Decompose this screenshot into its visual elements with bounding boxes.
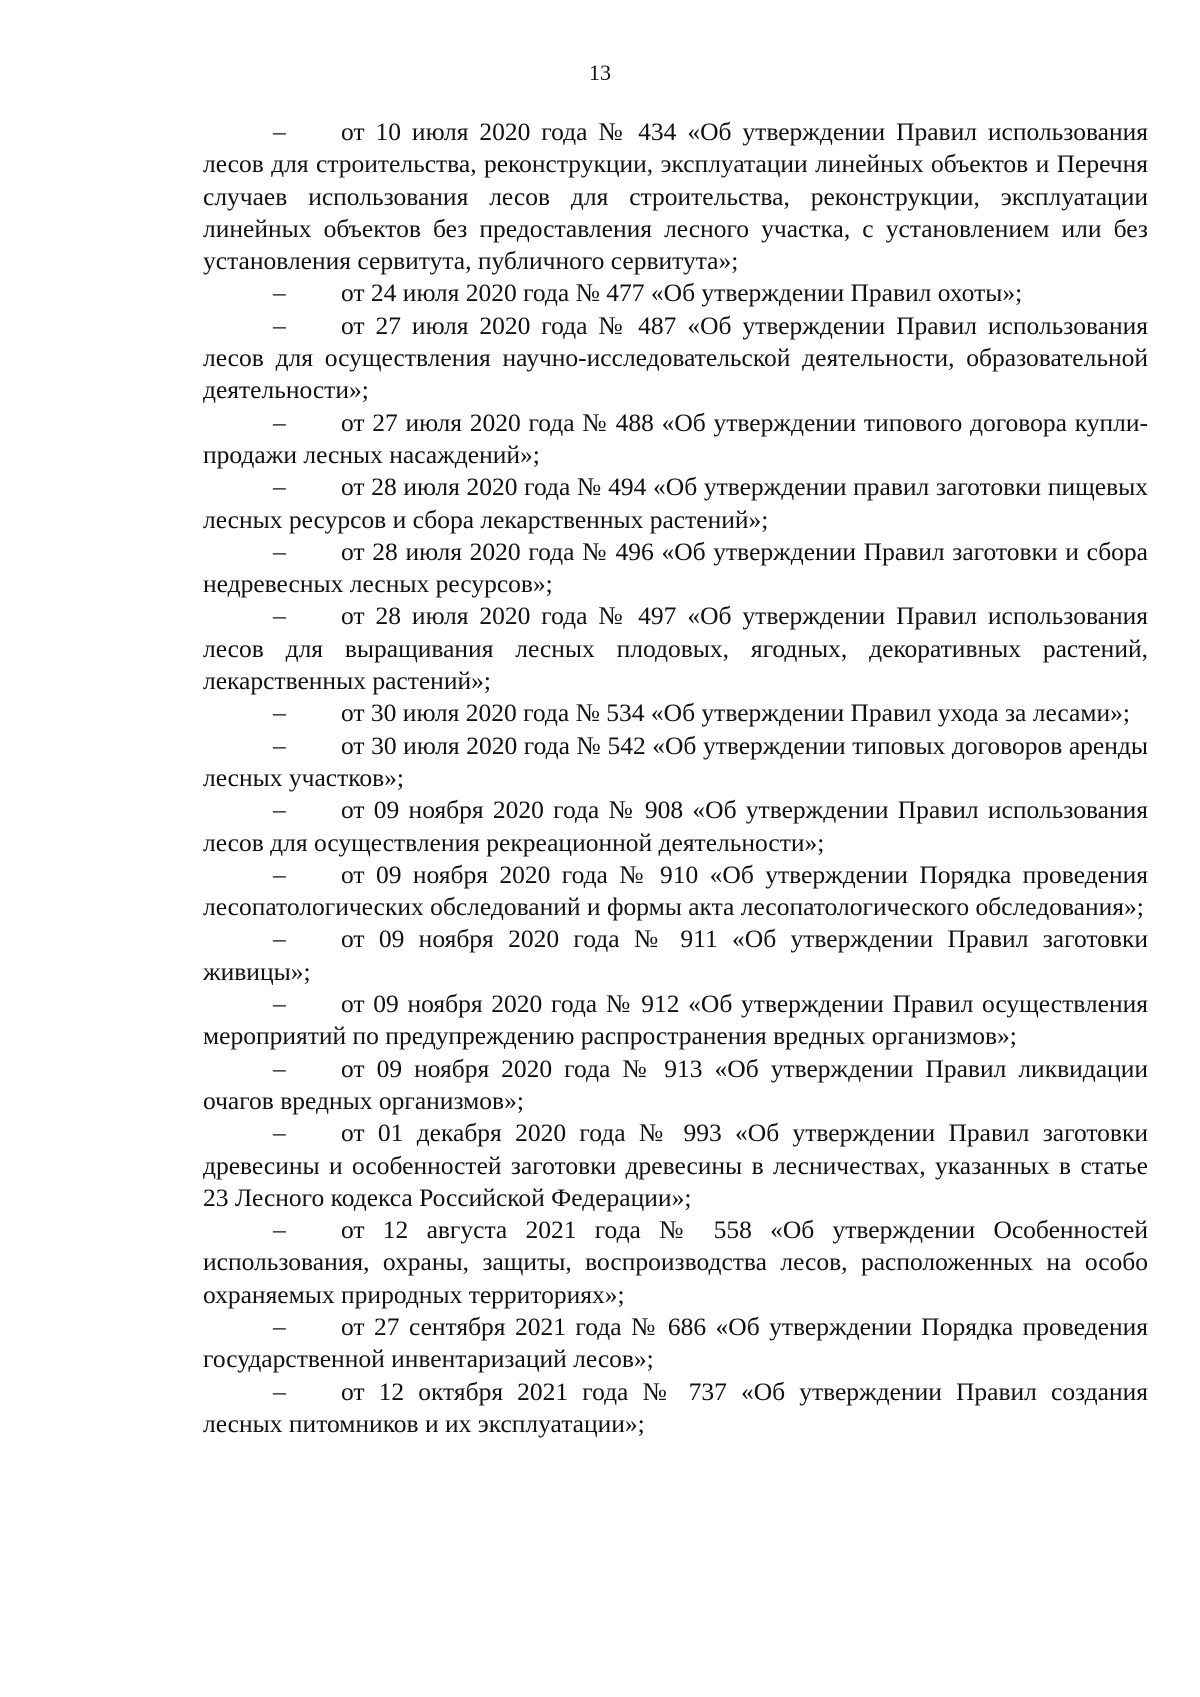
list-item	[203, 923, 1148, 988]
list-dash: –	[273, 795, 286, 825]
list-item-text: от 09 ноября 2020 года № 908 «Об утверждении Правил использования лесов для осуществления рекреационной деятельности»;	[203, 795, 1148, 857]
list-item-text: от 28 июля 2020 года № 494 «Об утверждении правил заготовки пищевых лесных ресурсов и сбора лекарственных растений»;	[203, 472, 1148, 534]
list-item	[203, 277, 1148, 309]
list-item-text: от 30 июля 2020 года № 534 «Об утверждении Правил ухода за лесами»;	[341, 698, 1130, 728]
list-item	[203, 1053, 1148, 1118]
list-item	[203, 310, 1148, 407]
list-item-text: от 27 июля 2020 года № 487 «Об утверждении Правил использования лесов для осуществления научно-исследовательской деятельности, образовательной деятельности»;	[203, 310, 1148, 405]
list-dash: –	[273, 730, 286, 760]
list-item	[203, 600, 1148, 697]
list-item-text: от 09 ноября 2020 года № 912 «Об утверждении Правил осуществления мероприятий по предупреждению распространения вредных организмов»;	[203, 989, 1148, 1051]
list-dash: –	[273, 1376, 286, 1406]
list-item-text: от 01 декабря 2020 года № 993 «Об утверждении Правил заготовки древесины и особенностей заготовки древесины в лесничествах, указанных в статье 23 Лесного кодекса Российской Федерации»;	[203, 1118, 1148, 1212]
list-item-text: от 09 ноября 2020 года № 913 «Об утверждении Правил ликвидации очагов вредных организмов»;	[203, 1053, 1148, 1115]
list-item	[203, 1376, 1148, 1441]
list-item	[203, 730, 1148, 795]
document-body	[203, 116, 1148, 1440]
list-dash: –	[273, 407, 286, 437]
list-item	[203, 859, 1148, 924]
list-item	[203, 1117, 1148, 1214]
list-item	[203, 988, 1148, 1053]
list-dash: –	[273, 924, 286, 954]
list-item-text: от 12 октября 2021 года № 737 «Об утверждении Правил создания лесных питомников и их эксплуатации»;	[203, 1376, 1148, 1438]
list-dash: –	[273, 472, 286, 502]
list-dash: –	[273, 859, 286, 889]
list-dash: –	[273, 536, 286, 566]
list-dash: –	[273, 278, 286, 308]
list-item-text: от 24 июля 2020 года № 477 «Об утверждении Правил охоты»;	[341, 278, 1023, 308]
list-item	[203, 471, 1148, 536]
list-item-text: от 09 ноября 2020 года № 911 «Об утверждении Правил заготовки живицы»;	[203, 924, 1148, 986]
list-dash: –	[273, 117, 286, 146]
list-item-text: от 12 августа 2021 года № 558 «Об утверждении Особенностей использования, охраны, защиты, воспроизводства лесов, расположенных на особо охраняемых природных территориях»;	[203, 1215, 1148, 1309]
list-item-text: от 27 июля 2020 года № 488 «Об утверждении типового договора купли-продажи лесных насаждений»;	[203, 407, 1148, 469]
list-dash: –	[273, 1311, 286, 1341]
list-dash: –	[273, 989, 286, 1019]
list-item-text: от 28 июля 2020 года № 496 «Об утверждении Правил заготовки и сбора недревесных лесных ресурсов»;	[203, 536, 1148, 599]
page-number: 13	[589, 60, 611, 85]
list-item	[203, 794, 1148, 859]
list-item	[203, 536, 1148, 601]
list-item	[203, 116, 1148, 277]
list-dash: –	[273, 310, 286, 340]
list-item	[203, 1214, 1148, 1311]
list-item-text: от 28 июля 2020 года № 497 «Об утверждении Правил использования лесов для выращивания лесных плодовых, ягодных, декоративных растений, лекарственных растений»;	[203, 601, 1148, 696]
list-item	[203, 697, 1148, 729]
list-dash: –	[273, 1215, 286, 1245]
list-dash: –	[273, 1053, 286, 1083]
list-item-text: от 10 июля 2020 года № 434 «Об утверждении Правил использования лесов для строительства, реконструкции, эксплуатации линейных объектов и Перечня случаев использования лесов для строительства, реконструкции, эксплуатации линейных объектов без предоставления лесного участка, с установлением или без установления сервитута, публичного сервитута»;	[203, 117, 1148, 276]
list-item	[203, 407, 1148, 472]
list-dash: –	[273, 601, 286, 631]
list-item-text: от 30 июля 2020 года № 542 «Об утверждении типовых договоров аренды лесных участков»;	[203, 730, 1148, 792]
list-dash: –	[273, 698, 286, 728]
list-item-text: от 09 ноября 2020 года № 910 «Об утверждении Порядка проведения лесопатологических обследований и формы акта лесопатологического обследования»;	[203, 859, 1148, 922]
list-item	[203, 1311, 1148, 1376]
list-item-text: от 27 сентября 2021 года № 686 «Об утверждении Порядка проведения государственной инвентаризаций лесов»;	[203, 1311, 1148, 1374]
list-dash: –	[273, 1118, 286, 1148]
